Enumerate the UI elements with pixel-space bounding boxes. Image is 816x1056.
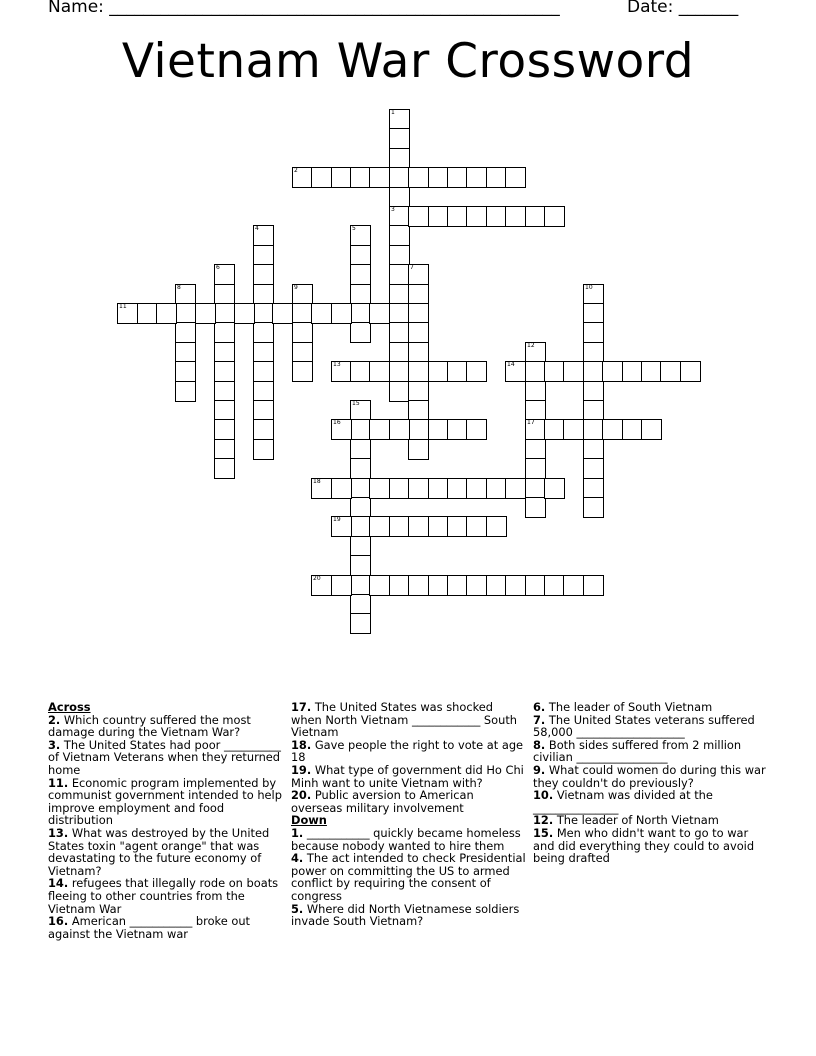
clue-down-6: 6. The leader of South Vietnam — [533, 700, 713, 714]
grid-cell[interactable] — [428, 478, 449, 499]
grid-cell[interactable] — [544, 206, 565, 227]
grid-cell[interactable] — [331, 303, 352, 324]
grid-cell[interactable] — [253, 245, 274, 266]
clue-across-13: 13. What was destroyed by the United States toxin "agent orange" that was devastating to the future economy of Vietnam? — [48, 825, 270, 878]
grid-cell[interactable] — [175, 342, 196, 363]
grid-cell[interactable] — [583, 458, 604, 479]
grid-cell[interactable] — [369, 575, 390, 596]
grid-cell[interactable] — [350, 167, 371, 188]
grid-cell[interactable] — [447, 478, 468, 499]
grid-cell[interactable] — [214, 303, 235, 324]
grid-cell[interactable] — [156, 303, 177, 324]
grid-cell[interactable] — [622, 419, 643, 440]
grid-cell[interactable] — [175, 361, 196, 382]
grid-cell[interactable] — [331, 478, 352, 499]
down-heading: Down — [291, 813, 327, 828]
grid-cell[interactable] — [583, 381, 604, 402]
grid-cell[interactable] — [408, 400, 429, 421]
grid-cell[interactable] — [389, 303, 410, 324]
grid-cell[interactable] — [544, 575, 565, 596]
grid-cell[interactable] — [389, 419, 410, 440]
grid-cell[interactable] — [486, 206, 507, 227]
grid-cell[interactable] — [525, 458, 546, 479]
grid-cell[interactable] — [466, 206, 487, 227]
grid-cell[interactable] — [369, 167, 390, 188]
grid-cell[interactable] — [350, 322, 371, 343]
grid-cell[interactable] — [544, 478, 565, 499]
across-heading: Across — [48, 700, 91, 714]
grid-cell[interactable] — [292, 342, 313, 363]
grid-cell[interactable] — [350, 400, 371, 421]
grid-cell[interactable] — [253, 342, 274, 363]
grid-cell[interactable] — [408, 342, 429, 363]
grid-cell[interactable] — [195, 303, 216, 324]
grid-cell[interactable] — [408, 381, 429, 402]
grid-cell[interactable] — [447, 516, 468, 537]
grid-cell[interactable] — [350, 575, 371, 596]
grid-cell[interactable] — [583, 575, 604, 596]
grid-cell[interactable] — [389, 206, 410, 227]
clue-down-5: 5. Where did North Vietnamese soldiers invade South Vietnam? — [291, 901, 520, 929]
grid-cell[interactable] — [466, 167, 487, 188]
grid-cell[interactable] — [369, 516, 390, 537]
grid-cell[interactable] — [350, 439, 371, 460]
grid-cell[interactable] — [486, 575, 507, 596]
clue-number: 12 — [527, 342, 535, 349]
clue-down-10: 10. Vietnam was divided at the _______________ — [533, 788, 713, 815]
grid-cell[interactable] — [292, 322, 313, 343]
clue-number: 6 — [216, 264, 220, 271]
grid-cell[interactable] — [253, 225, 274, 246]
grid-cell[interactable] — [311, 478, 332, 499]
grid-cell[interactable] — [331, 361, 352, 382]
grid-cell[interactable] — [428, 167, 449, 188]
clue-down-1: 1. ___________ quickly became homeless because nobody wanted to hire them — [291, 825, 521, 853]
grid-cell[interactable] — [214, 400, 235, 421]
grid-cell[interactable] — [350, 613, 371, 634]
clue-number: 16 — [333, 419, 341, 426]
grid-cell[interactable] — [408, 361, 429, 382]
grid-cell[interactable] — [486, 478, 507, 499]
grid-cell[interactable] — [563, 575, 584, 596]
grid-cell[interactable] — [350, 497, 371, 518]
grid-cell[interactable] — [447, 206, 468, 227]
grid-cell[interactable] — [447, 575, 468, 596]
grid-cell[interactable] — [350, 264, 371, 285]
grid-cell[interactable] — [253, 284, 274, 305]
grid-cell[interactable] — [466, 516, 487, 537]
grid-cell[interactable] — [350, 284, 371, 305]
grid-cell[interactable] — [583, 322, 604, 343]
grid-cell[interactable] — [447, 361, 468, 382]
clue-number: 19 — [333, 516, 341, 523]
grid-cell[interactable] — [389, 109, 410, 130]
grid-cell[interactable] — [428, 206, 449, 227]
clue-number: 2 — [294, 167, 298, 174]
grid-cell[interactable] — [214, 361, 235, 382]
grid-cell[interactable] — [408, 478, 429, 499]
clue-across-16: 16. American ___________ broke out against the Vietnam war — [48, 914, 251, 941]
grid-cell[interactable] — [583, 497, 604, 518]
grid-cell[interactable] — [525, 400, 546, 421]
clue-number: 20 — [313, 575, 321, 582]
clue-across-14: 14. refugees that illegally rode on boats fleeing to other countries from the Vietnam War — [48, 876, 279, 916]
grid-cell[interactable] — [214, 439, 235, 460]
grid-cell[interactable] — [253, 400, 274, 421]
grid-cell[interactable] — [408, 167, 429, 188]
grid-cell[interactable] — [331, 516, 352, 537]
grid-cell[interactable] — [525, 381, 546, 402]
grid-cell[interactable] — [408, 419, 429, 440]
grid-cell[interactable] — [680, 361, 701, 382]
clue-number: 10 — [585, 284, 593, 291]
grid-cell[interactable] — [350, 458, 371, 479]
grid-cell[interactable] — [389, 264, 410, 285]
grid-cell[interactable] — [466, 575, 487, 596]
grid-cell[interactable] — [350, 594, 371, 615]
grid-cell[interactable] — [408, 264, 429, 285]
grid-cell[interactable] — [389, 284, 410, 305]
grid-cell[interactable] — [583, 478, 604, 499]
clue-down-7: 7. The United States veterans suffered 58,000 ___________________ — [533, 712, 755, 740]
grid-cell[interactable] — [583, 419, 604, 440]
clue-number: 3 — [391, 206, 395, 213]
clue-across-11: 11. Economic program implemented by communist government intended to help improve employment and food distribution — [48, 775, 282, 828]
grid-cell[interactable] — [602, 361, 623, 382]
grid-cell[interactable] — [583, 400, 604, 421]
grid-cell[interactable] — [350, 245, 371, 266]
grid-cell[interactable] — [389, 322, 410, 343]
grid-cell[interactable] — [389, 245, 410, 266]
grid-cell[interactable] — [369, 419, 390, 440]
clue-number: 18 — [313, 478, 321, 485]
grid-cell[interactable] — [350, 555, 371, 576]
clue-down-4: 4. The act intended to check Presidential power on committing the US to armed conflict by requiring the consent of congress — [291, 851, 526, 903]
grid-cell[interactable] — [214, 322, 235, 343]
grid-cell[interactable] — [292, 167, 313, 188]
grid-cell[interactable] — [253, 322, 274, 343]
grid-cell[interactable] — [602, 419, 623, 440]
grid-cell[interactable] — [428, 419, 449, 440]
grid-cell[interactable] — [505, 478, 526, 499]
grid-cell[interactable] — [389, 575, 410, 596]
grid-cell[interactable] — [466, 419, 487, 440]
grid-cell[interactable] — [525, 439, 546, 460]
clue-across-2: 2. Which country suffered the most damage during the Vietnam War? — [48, 712, 251, 740]
grid-cell[interactable] — [389, 128, 410, 149]
grid-cell[interactable] — [389, 187, 410, 208]
page-title: Vietnam War Crossword — [121, 34, 695, 89]
grid-cell[interactable] — [214, 264, 235, 285]
grid-cell[interactable] — [583, 361, 604, 382]
grid-cell[interactable] — [292, 284, 313, 305]
grid-cell[interactable] — [486, 516, 507, 537]
grid-cell[interactable] — [253, 439, 274, 460]
grid-cell[interactable] — [253, 303, 274, 324]
grid-cell[interactable] — [563, 361, 584, 382]
grid-cell[interactable] — [350, 478, 371, 499]
grid-cell[interactable] — [350, 419, 371, 440]
clue-across-20: 20. Public aversion to American overseas military involvement — [291, 788, 474, 815]
clue-across-18: 18. Gave people the right to vote at age 18 — [291, 737, 524, 765]
grid-cell[interactable] — [544, 419, 565, 440]
clues-column-2 — [291, 701, 527, 928]
grid-cell[interactable] — [331, 167, 352, 188]
clue-across-19: 19. What type of government did Ho Chi Minh want to unite Vietnam with? — [291, 762, 524, 790]
grid-cell[interactable] — [214, 284, 235, 305]
grid-cell[interactable] — [641, 419, 662, 440]
grid-cell[interactable] — [505, 575, 526, 596]
grid-cell[interactable] — [389, 167, 410, 188]
date-line[interactable]: Date: _______ — [627, 0, 739, 17]
clue-number: 14 — [507, 361, 515, 368]
grid-cell[interactable] — [525, 497, 546, 518]
grid-cell[interactable] — [369, 303, 390, 324]
grid-cell[interactable] — [137, 303, 158, 324]
grid-cell[interactable] — [544, 361, 565, 382]
grid-cell[interactable] — [660, 361, 681, 382]
grid-cell[interactable] — [214, 381, 235, 402]
grid-cell[interactable] — [350, 303, 371, 324]
grid-cell[interactable] — [253, 264, 274, 285]
grid-cell[interactable] — [350, 536, 371, 557]
grid-cell[interactable] — [389, 478, 410, 499]
grid-cell[interactable] — [428, 516, 449, 537]
grid-cell[interactable] — [525, 206, 546, 227]
grid-cell[interactable] — [214, 419, 235, 440]
grid-cell[interactable] — [272, 303, 293, 324]
grid-cell[interactable] — [408, 206, 429, 227]
grid-cell[interactable] — [214, 458, 235, 479]
grid-cell[interactable] — [253, 419, 274, 440]
grid-cell[interactable] — [311, 167, 332, 188]
clue-across-17: 17. The United States was shocked when North Vietnam ____________ South Vietnam — [291, 700, 518, 740]
grid-cell[interactable] — [350, 516, 371, 537]
clue-number: 7 — [410, 264, 414, 271]
grid-cell[interactable] — [408, 575, 429, 596]
grid-cell[interactable] — [117, 303, 138, 324]
grid-cell[interactable] — [389, 361, 410, 382]
grid-cell[interactable] — [583, 303, 604, 324]
clue-down-12: 12. The leader of North Vietnam — [533, 813, 719, 828]
grid-cell[interactable] — [389, 342, 410, 363]
grid-cell[interactable] — [583, 284, 604, 305]
clue-across-3: 3. The United States had poor __________ of Vietnam Veterans when they returned home — [48, 737, 281, 777]
clue-number: 8 — [177, 284, 181, 291]
grid-cell[interactable] — [428, 575, 449, 596]
grid-cell[interactable] — [408, 322, 429, 343]
grid-cell[interactable] — [175, 303, 196, 324]
clue-number: 17 — [527, 419, 535, 426]
clue-number: 11 — [119, 303, 127, 310]
clue-number: 15 — [352, 400, 360, 407]
clues-column-3 — [533, 701, 769, 865]
grid-cell[interactable] — [389, 225, 410, 246]
clue-down-8: 8. Both sides suffered from 2 million civilian ________________ — [533, 737, 742, 765]
grid-cell[interactable] — [583, 439, 604, 460]
grid-cell[interactable] — [408, 303, 429, 324]
grid-cell[interactable] — [311, 575, 332, 596]
grid-cell[interactable] — [389, 148, 410, 169]
grid-cell[interactable] — [175, 381, 196, 402]
grid-cell[interactable] — [408, 516, 429, 537]
grid-cell[interactable] — [369, 478, 390, 499]
grid-cell[interactable] — [175, 322, 196, 343]
grid-cell[interactable] — [331, 575, 352, 596]
grid-cell[interactable] — [175, 284, 196, 305]
clue-number: 5 — [352, 225, 356, 232]
clue-number: 1 — [391, 109, 395, 116]
grid-cell[interactable] — [525, 478, 546, 499]
clue-number: 13 — [333, 361, 341, 368]
grid-cell[interactable] — [350, 361, 371, 382]
grid-cell[interactable] — [563, 419, 584, 440]
grid-cell[interactable] — [525, 575, 546, 596]
clue-number: 4 — [255, 225, 259, 232]
grid-cell[interactable] — [505, 167, 526, 188]
name-line[interactable]: Name: _____________________________________________________ — [48, 0, 560, 17]
grid-cell[interactable] — [389, 381, 410, 402]
grid-cell[interactable] — [525, 361, 546, 382]
grid-cell[interactable] — [622, 361, 643, 382]
grid-cell[interactable] — [369, 361, 390, 382]
clues-column-1 — [48, 701, 283, 940]
grid-cell[interactable] — [428, 361, 449, 382]
grid-cell[interactable] — [292, 303, 313, 324]
grid-cell[interactable] — [447, 419, 468, 440]
grid-cell[interactable] — [505, 361, 526, 382]
grid-cell[interactable] — [525, 342, 546, 363]
grid-cell[interactable] — [408, 284, 429, 305]
grid-cell[interactable] — [389, 516, 410, 537]
grid-cell[interactable] — [253, 381, 274, 402]
grid-cell[interactable] — [234, 303, 255, 324]
grid-cell[interactable] — [311, 303, 332, 324]
grid-cell[interactable] — [253, 361, 274, 382]
clue-down-15: 15. Men who didn't want to go to war and did everything they could to avoid being drafted — [533, 825, 755, 866]
grid-cell[interactable] — [331, 419, 352, 440]
grid-cell[interactable] — [466, 478, 487, 499]
grid-cell[interactable] — [505, 206, 526, 227]
grid-cell[interactable] — [447, 167, 468, 188]
grid-cell[interactable] — [292, 361, 313, 382]
grid-cell[interactable] — [583, 342, 604, 363]
grid-cell[interactable] — [466, 361, 487, 382]
grid-cell[interactable] — [214, 342, 235, 363]
grid-cell[interactable] — [350, 225, 371, 246]
grid-cell[interactable] — [641, 361, 662, 382]
clue-number: 9 — [294, 284, 298, 291]
grid-cell[interactable] — [486, 167, 507, 188]
grid-cell[interactable] — [408, 439, 429, 460]
grid-cell[interactable] — [525, 419, 546, 440]
clue-down-9: 9. What could women do during this war they couldn't do previously? — [533, 762, 766, 790]
